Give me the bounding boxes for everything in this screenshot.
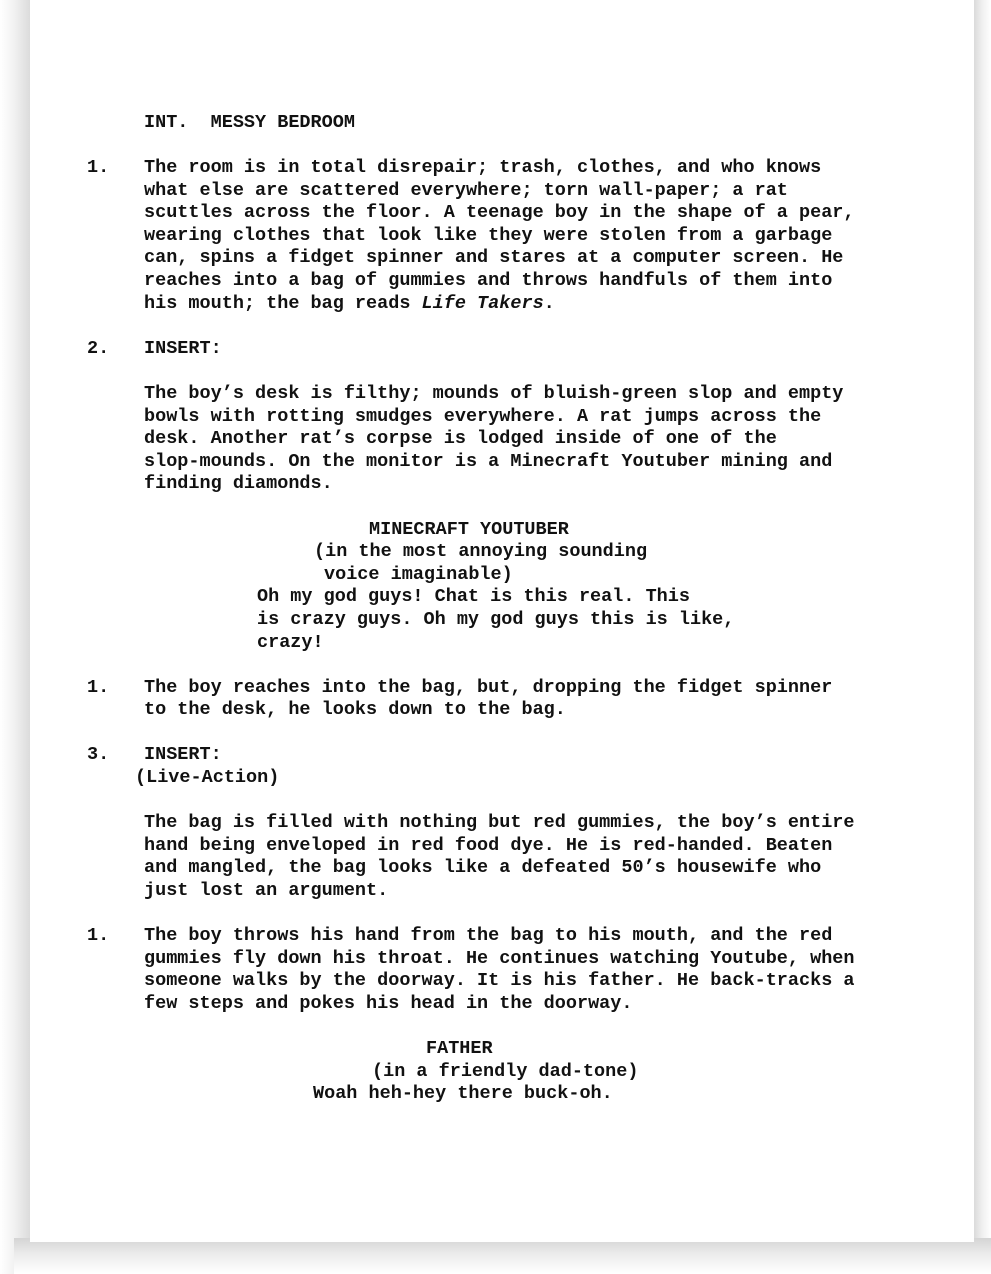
shot-number: 1. [87, 925, 110, 946]
action-line: gummies fly down his throat. He continues watching Youtube, when [144, 948, 855, 969]
dialogue-line: crazy! [257, 632, 324, 653]
insert-heading: INSERT: [144, 744, 222, 765]
action-line: just lost an argument. [144, 880, 389, 901]
action-line: The bag is filled with nothing but red gummies, the boy’s entire [144, 812, 855, 833]
parenthetical: voice imaginable) [324, 564, 513, 585]
insert-subheading: (Live-Action) [135, 767, 280, 788]
page-shadow-left [0, 0, 34, 1274]
action-line: The boy’s desk is filthy; mounds of bluish-green slop and empty [144, 383, 844, 404]
character-name: FATHER [426, 1038, 493, 1059]
action-line: finding diamonds. [144, 473, 333, 494]
shot-number: 1. [87, 157, 110, 178]
action-line: and mangled, the bag looks like a defeated 50’s housewife who [144, 857, 822, 878]
dialogue-line: is crazy guys. Oh my god guys this is like, [257, 609, 735, 630]
page-shadow-right [973, 0, 991, 1274]
action-text: . [543, 293, 555, 314]
action-line: wearing clothes that look like they were stolen from a garbage [144, 225, 833, 246]
scene-heading: INT. MESSY BEDROOM [144, 112, 355, 133]
shot-number: 3. [87, 744, 110, 765]
bag-label-italic: Life Takers [421, 293, 544, 314]
action-line-last [144, 293, 555, 316]
action-line: can, spins a fidget spinner and stares at a computer screen. He [144, 247, 844, 268]
parenthetical: (in a friendly dad-tone) [372, 1061, 639, 1082]
action-line: to the desk, he looks down to the bag. [144, 699, 566, 720]
page-shadow-bottom [14, 1238, 991, 1274]
dialogue-line: Woah heh-hey there buck-oh. [313, 1083, 613, 1104]
action-line: hand being enveloped in red food dye. He is red-handed. Beaten [144, 835, 833, 856]
action-line: few steps and pokes his head in the doorway. [144, 993, 633, 1014]
action-line: reaches into a bag of gummies and throws handfuls of them into [144, 270, 833, 291]
parenthetical: (in the most annoying sounding [314, 541, 648, 562]
action-line: someone walks by the doorway. It is his father. He back-tracks a [144, 970, 855, 991]
action-line: scuttles across the floor. A teenage boy in the shape of a pear, [144, 202, 855, 223]
action-line: slop-mounds. On the monitor is a Minecraft Youtuber mining and [144, 451, 833, 472]
shot-number: 2. [87, 338, 110, 359]
action-line: The boy reaches into the bag, but, dropping the fidget spinner [144, 677, 833, 698]
action-line: The room is in total disrepair; trash, clothes, and who knows [144, 157, 822, 178]
action-line: The boy throws his hand from the bag to his mouth, and the red [144, 925, 833, 946]
action-line: what else are scattered everywhere; torn wall-paper; a rat [144, 180, 788, 201]
action-line: bowls with rotting smudges everywhere. A rat jumps across the [144, 406, 822, 427]
dialogue-line: Oh my god guys! Chat is this real. This [257, 586, 690, 607]
insert-heading: INSERT: [144, 338, 222, 359]
action-line: desk. Another rat’s corpse is lodged inside of one of the [144, 428, 777, 449]
character-name: MINECRAFT YOUTUBER [369, 519, 569, 540]
shot-number: 1. [87, 677, 110, 698]
action-text: his mouth; the bag reads [144, 293, 422, 314]
